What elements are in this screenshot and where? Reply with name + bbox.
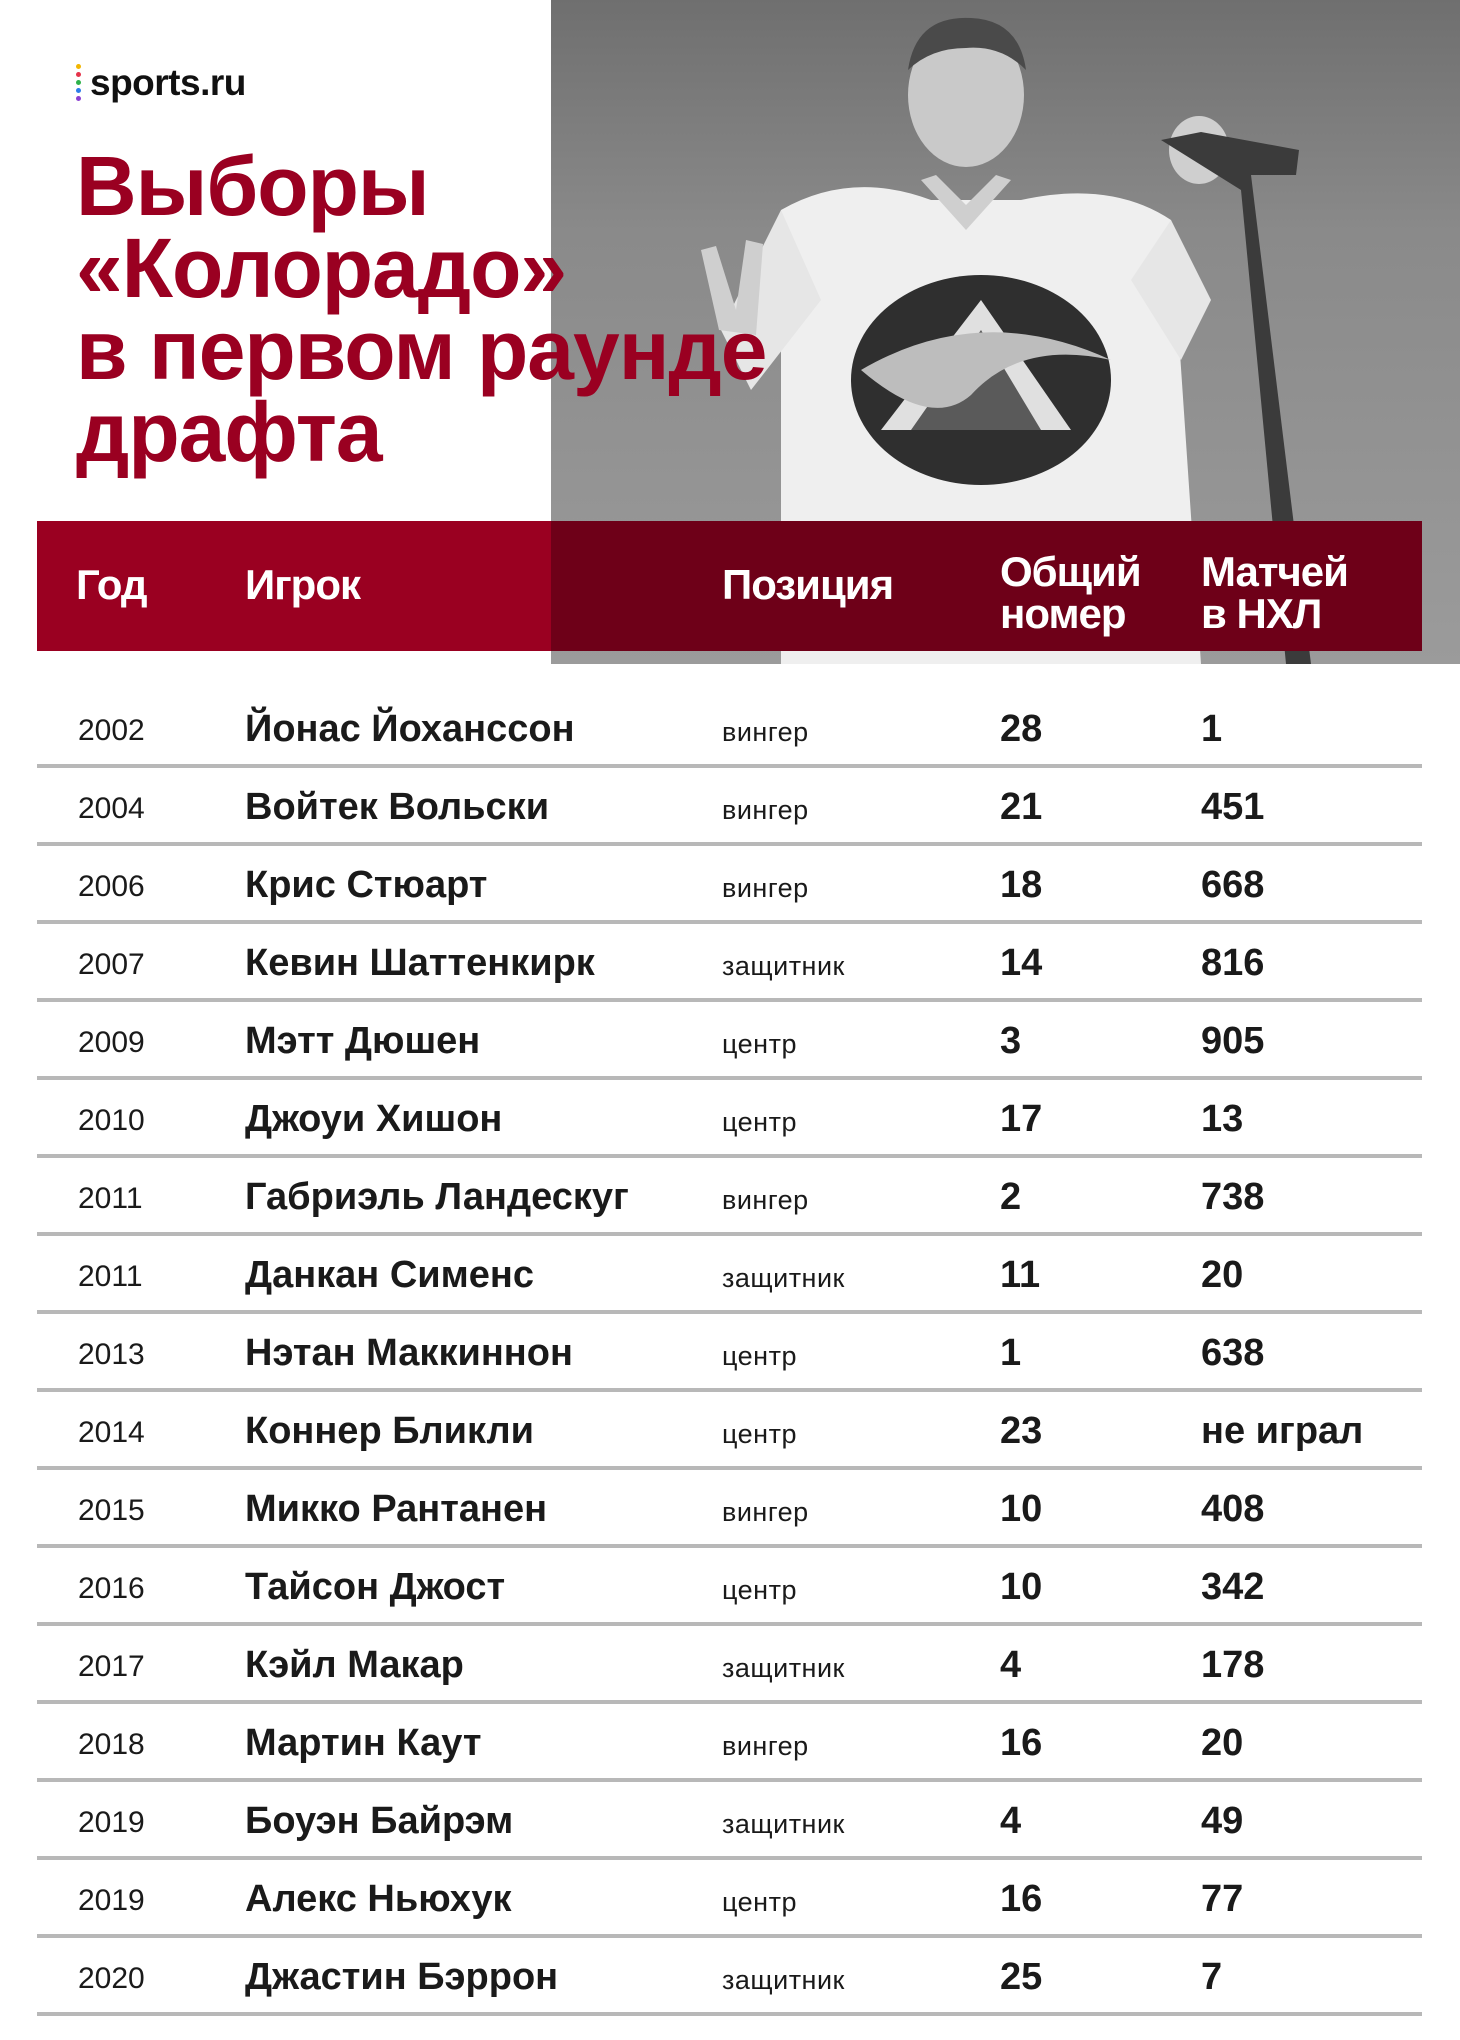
cell-year: 2002 [78,714,145,747]
header-games-line2: в НХЛ [1201,590,1322,637]
header-position: Позиция [722,561,894,608]
cell-year: 2017 [78,1650,145,1683]
cell-year: 2019 [78,1806,145,1839]
title-line-4: драфта [76,385,382,479]
cell-games: 13 [1201,1098,1244,1140]
page-title [76,139,976,479]
cell-games: 638 [1201,1332,1265,1374]
cell-games: 408 [1201,1488,1265,1530]
cell-games: 7 [1201,1956,1223,1998]
cell-year: 2018 [78,1728,145,1761]
cell-player: Кевин Шаттенкирк [245,942,595,984]
cell-player: Боуэн Байрэм [245,1800,514,1842]
table-row [37,1626,1422,1704]
title-line-1: Выборы [76,139,429,233]
cell-player: Йонас Йоханссон [245,708,575,750]
cell-year: 2009 [78,1026,145,1059]
cell-player: Микко Рантанен [245,1488,548,1530]
cell-pick: 16 [1000,1722,1043,1764]
table-row [37,1392,1422,1470]
cell-position: центр [722,1029,797,1059]
header-pick [1000,548,1141,637]
cell-player: Кэйл Макар [245,1644,464,1686]
table-row [37,1938,1422,2016]
cell-position: защитник [722,1263,845,1293]
cell-pick: 11 [1000,1254,1041,1296]
cell-year: 2006 [78,870,145,903]
cell-year: 2014 [78,1416,145,1449]
cell-position: вингер [722,873,809,903]
cell-pick: 4 [1000,1800,1022,1842]
cell-position: вингер [722,717,809,747]
cell-games: 342 [1201,1566,1265,1608]
table-row [37,1002,1422,1080]
cell-games: 20 [1201,1722,1244,1764]
cell-position: центр [722,1887,797,1917]
cell-year: 2020 [78,1962,145,1995]
cell-position: вингер [722,1185,809,1215]
table-row [37,1860,1422,1938]
cell-pick: 10 [1000,1488,1043,1530]
cell-position: защитник [722,951,845,981]
table-row [37,1080,1422,1158]
table-row [37,1548,1422,1626]
table-row [37,768,1422,846]
table-row [37,690,1422,768]
cell-pick: 10 [1000,1566,1043,1608]
cell-year: 2013 [78,1338,145,1371]
cell-year: 2016 [78,1572,145,1605]
cell-player: Мэтт Дюшен [245,1020,481,1062]
table-row [37,1236,1422,1314]
cell-position: центр [722,1107,797,1137]
cell-position: вингер [722,1497,809,1527]
cell-position: центр [722,1575,797,1605]
table-row [37,846,1422,924]
cell-year: 2011 [78,1182,143,1215]
cell-position: защитник [722,1653,845,1683]
cell-player: Тайсон Джост [245,1566,506,1608]
table-row [37,924,1422,1002]
cell-games: 816 [1201,942,1265,984]
title-line-2: «Колорадо» [76,221,567,315]
title-line-3: в первом раунде [76,303,767,397]
cell-games: 49 [1201,1800,1244,1842]
draft-table-body [37,690,1422,2016]
cell-games: не играл [1201,1410,1364,1452]
cell-position: вингер [722,795,809,825]
table-row [37,1314,1422,1392]
cell-pick: 3 [1000,1020,1022,1062]
cell-pick: 2 [1000,1176,1022,1218]
cell-year: 2011 [78,1260,143,1293]
cell-pick: 18 [1000,864,1043,906]
cell-player: Мартин Каут [245,1722,482,1764]
header-year: Год [76,561,147,608]
header-player: Игрок [245,561,361,608]
table-row [37,1158,1422,1236]
cell-pick: 1 [1000,1332,1022,1374]
header-pick-line2: номер [1000,590,1126,637]
header-pick-line1: Общий [1000,548,1141,595]
sports-ru-logo [76,58,246,108]
cell-games: 20 [1201,1254,1244,1296]
cell-pick: 23 [1000,1410,1043,1452]
cell-games: 668 [1201,864,1265,906]
cell-player: Джоуи Хишон [245,1098,503,1140]
cell-pick: 28 [1000,708,1043,750]
cell-player: Коннер Бликли [245,1410,535,1452]
cell-year: 2004 [78,792,145,825]
logo-dots-icon [76,62,82,104]
cell-player: Войтек Вольски [245,786,550,828]
cell-games: 1 [1201,708,1223,750]
cell-position: защитник [722,1809,845,1839]
header-games [1201,548,1348,637]
cell-year: 2015 [78,1494,145,1527]
cell-player: Алекс Ньюхук [245,1878,512,1920]
cell-year: 2010 [78,1104,145,1137]
cell-games: 77 [1201,1878,1244,1920]
table-row [37,1704,1422,1782]
header-games-line1: Матчей [1201,548,1348,595]
table-row [37,1782,1422,1860]
cell-position: центр [722,1419,797,1449]
cell-pick: 4 [1000,1644,1022,1686]
cell-player: Габриэль Ландескуг [245,1176,629,1218]
cell-pick: 14 [1000,942,1043,984]
logo-text: sports.ru [90,62,246,103]
cell-position: защитник [722,1965,845,1995]
cell-games: 451 [1201,786,1265,828]
cell-player: Данкан Сименс [245,1254,534,1296]
cell-games: 178 [1201,1644,1265,1686]
cell-position: центр [722,1341,797,1371]
cell-player: Джастин Бэррон [245,1956,559,1998]
table-row [37,1470,1422,1548]
cell-pick: 21 [1000,786,1043,828]
cell-games: 738 [1201,1176,1265,1218]
cell-player: Нэтан Маккиннон [245,1332,573,1374]
cell-pick: 17 [1000,1098,1043,1140]
cell-games: 905 [1201,1020,1265,1062]
cell-position: вингер [722,1731,809,1761]
cell-pick: 25 [1000,1956,1043,1998]
cell-player: Крис Стюарт [245,864,488,906]
cell-pick: 16 [1000,1878,1043,1920]
cell-year: 2007 [78,948,145,981]
cell-year: 2019 [78,1884,145,1917]
